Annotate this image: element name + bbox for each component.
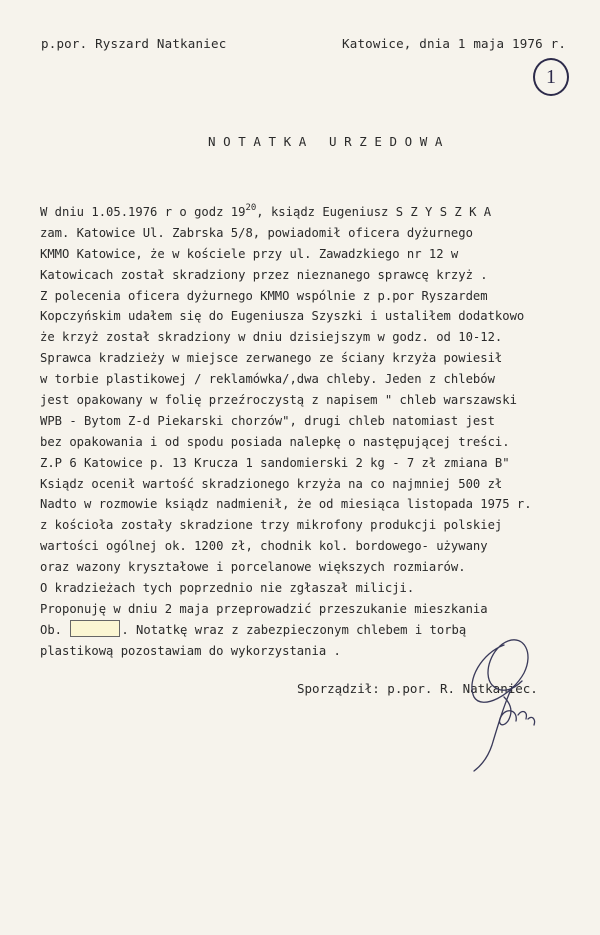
body-line-text: W dniu 1.05.1976 r o godz 19: [40, 205, 246, 219]
body-line: O kradzieżach tych poprzednio nie zgłaszał milicji.: [40, 581, 415, 596]
body-line: Sprawca kradzieży w miejsce zerwanego ze ściany krzyża powiesił: [40, 351, 503, 366]
body-line-text: Ob.: [40, 622, 63, 637]
handwritten-signature: [452, 625, 562, 775]
body-line-text: , ksiądz Eugeniusz S Z Y S Z K A: [256, 205, 492, 219]
body-line: [40, 202, 598, 223]
body-line: wartości ogólnej ok. 1200 zł, chodnik kol. bordowego- używany: [40, 539, 488, 554]
body-line: Kopczyńskim udałem się do Eugeniusza Szyszki i ustaliłem dodatkowo: [40, 309, 525, 324]
body-line: Z polecenia oficera dyżurnego KMMO wspólnie z p.por Ryszardem: [40, 288, 488, 303]
body-line-text: . Notatkę wraz z zabezpieczonym chlebem i torbą: [121, 622, 467, 637]
document-title: NOTATKA URZEDOWA: [208, 134, 451, 149]
body-line: zam. Katowice Ul. Zabrska 5/8, powiadomił oficera dyżurnego: [40, 225, 473, 240]
body-line: z kościoła zostały skradzione trzy mikrofony produkcji polskiej: [40, 518, 503, 533]
body-line: KMMO Katowice, że w kościele przy ul. Zawadzkiego nr 12 w: [40, 246, 459, 261]
body-line: Z.P 6 Katowice p. 13 Krucza 1 sandomierski 2 kg - 7 zł zmiana B": [40, 455, 510, 470]
body-line: WPB - Bytom Z-d Piekarski chorzów", drugi chleb natomiast jest: [40, 413, 495, 428]
body-line: Ksiądz ocenił wartość skradzionego krzyża na co najmniej 500 zł: [40, 476, 503, 491]
body-line: jest opakowany w folię przeźroczystą z napisem " chleb warszawski: [40, 393, 517, 408]
signature-line: Sporządził: p.por. R. Natkaniec.: [297, 681, 538, 696]
body-line: Nadto w rozmowie ksiądz nadmienił, że od miesiąca listopada 1975 r.: [40, 497, 532, 512]
circled-page-number: [533, 58, 569, 96]
body-line: plastikową pozostawiam do wykorzystania .: [40, 643, 341, 658]
author-header: p.por. Ryszard Natkaniec: [41, 36, 227, 51]
body-line: Katowicach został skradziony przez nieznanego sprawcę krzyż .: [40, 267, 488, 282]
body-line: oraz wazony kryształowe i porcelanowe większych rozmiarów.: [40, 560, 466, 575]
body-line: że krzyż został skradziony w dniu dzisiejszym w godz. od 10-12.: [40, 330, 503, 345]
body-line: w torbie plastikowej / reklamówka/,dwa chleby. Jeden z chlebów: [40, 372, 495, 387]
place-date: Katowice, dnia 1 maja 1976 r.: [342, 36, 567, 51]
body-line: Proponuję w dniu 2 maja przeprowadzić przeszukanie mieszkania: [40, 601, 488, 616]
time-minutes: 20: [245, 203, 257, 213]
body-line: bez opakowania i od spodu posiada nalepkę o następującej treści.: [40, 434, 510, 449]
redacted-name-box: [70, 620, 120, 637]
page-number-text: 1: [546, 65, 556, 88]
document-body: [40, 202, 598, 662]
